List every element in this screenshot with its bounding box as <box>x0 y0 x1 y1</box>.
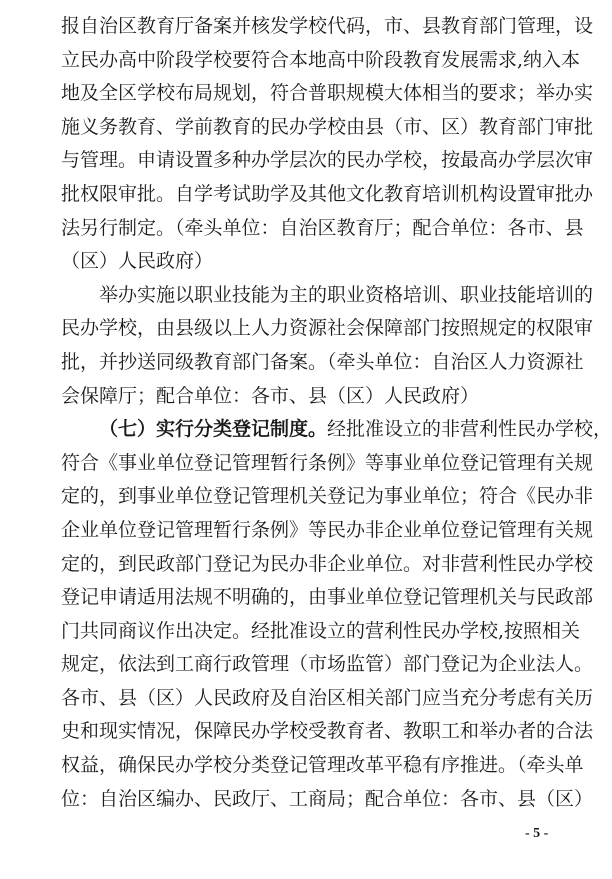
text-line: 会保障厅；配合单位：各市、县（区）人民政府） <box>61 384 480 407</box>
text-line: 批权限审批。自学考试助学及其他文化教育培训机构设置审批办 <box>61 182 594 205</box>
text-line: 各市、县（区）人民政府及自治区相关部门应当充分考虑有关历 <box>61 686 594 709</box>
text-line: 定的，到民政部门登记为民办非企业单位。对非营利性民办学校 <box>61 552 594 575</box>
text-line: 施义务教育、学前教育的民办学校由县（市、区）教育部门审批 <box>61 115 594 138</box>
text-line: 地及全区学校布局规划，符合普职规模大体相当的要求；举办实 <box>61 82 594 105</box>
section-heading: （七）实行分类登记制度。 <box>99 418 328 441</box>
page-number: - 5 - <box>525 826 549 841</box>
text-line: 民办学校，由县级以上人力资源社会保障部门按照规定的权限审 <box>61 317 594 340</box>
text-line: 举办实施以职业技能为主的职业资格培训、职业技能培训的 <box>99 283 594 306</box>
text-line: 符合《事业单位登记管理暂行条例》等事业单位登记管理有关规 <box>61 451 594 474</box>
text-line: 登记申请适用法规不明确的，由事业单位登记管理机关与民政部 <box>61 586 594 609</box>
text-line: 企业单位登记管理暂行条例》等民办非企业单位登记管理有关规 <box>61 518 594 541</box>
text-line: 批，并抄送同级教育部门备案。（牵头单位：自治区人力资源社 <box>61 350 584 373</box>
text-line: 门共同商议作出决定。经批准设立的营利性民办学校,按照相关 <box>61 619 581 642</box>
text-line: 经批准设立的非营利性民办学校， <box>327 418 612 441</box>
text-line: 立民办高中阶段学校要符合本地高中阶段教育发展需求,纳入本 <box>61 48 581 71</box>
section-heading-line <box>61 413 612 447</box>
text-line: 法另行制定。（牵头单位：自治区教育厅；配合单位：各市、县 <box>61 216 584 239</box>
text-line: 定的，到事业单位登记管理机关登记为事业单位；符合《民办非 <box>61 485 594 508</box>
text-line: 规定，依法到工商行政管理（市场监管）部门登记为企业法人。 <box>61 653 594 676</box>
text-line: 权益，确保民办学校分类登记管理改革平稳有序推进。（牵头单 <box>61 754 584 777</box>
text-line: 位：自治区编办、民政厅、工商局；配合单位：各市、县（区） <box>61 787 594 810</box>
text-line: 史和现实情况，保障民办学校受教育者、教职工和举办者的合法 <box>61 720 594 743</box>
text-line: 与管理。申请设置多种办学层次的民办学校，按最高办学层次审 <box>61 149 594 172</box>
text-line: 报自治区教育厅备案并核发学校代码，市、县教育部门管理，设 <box>61 15 594 37</box>
text-line: （区）人民政府） <box>61 250 214 273</box>
document-body <box>61 10 612 816</box>
